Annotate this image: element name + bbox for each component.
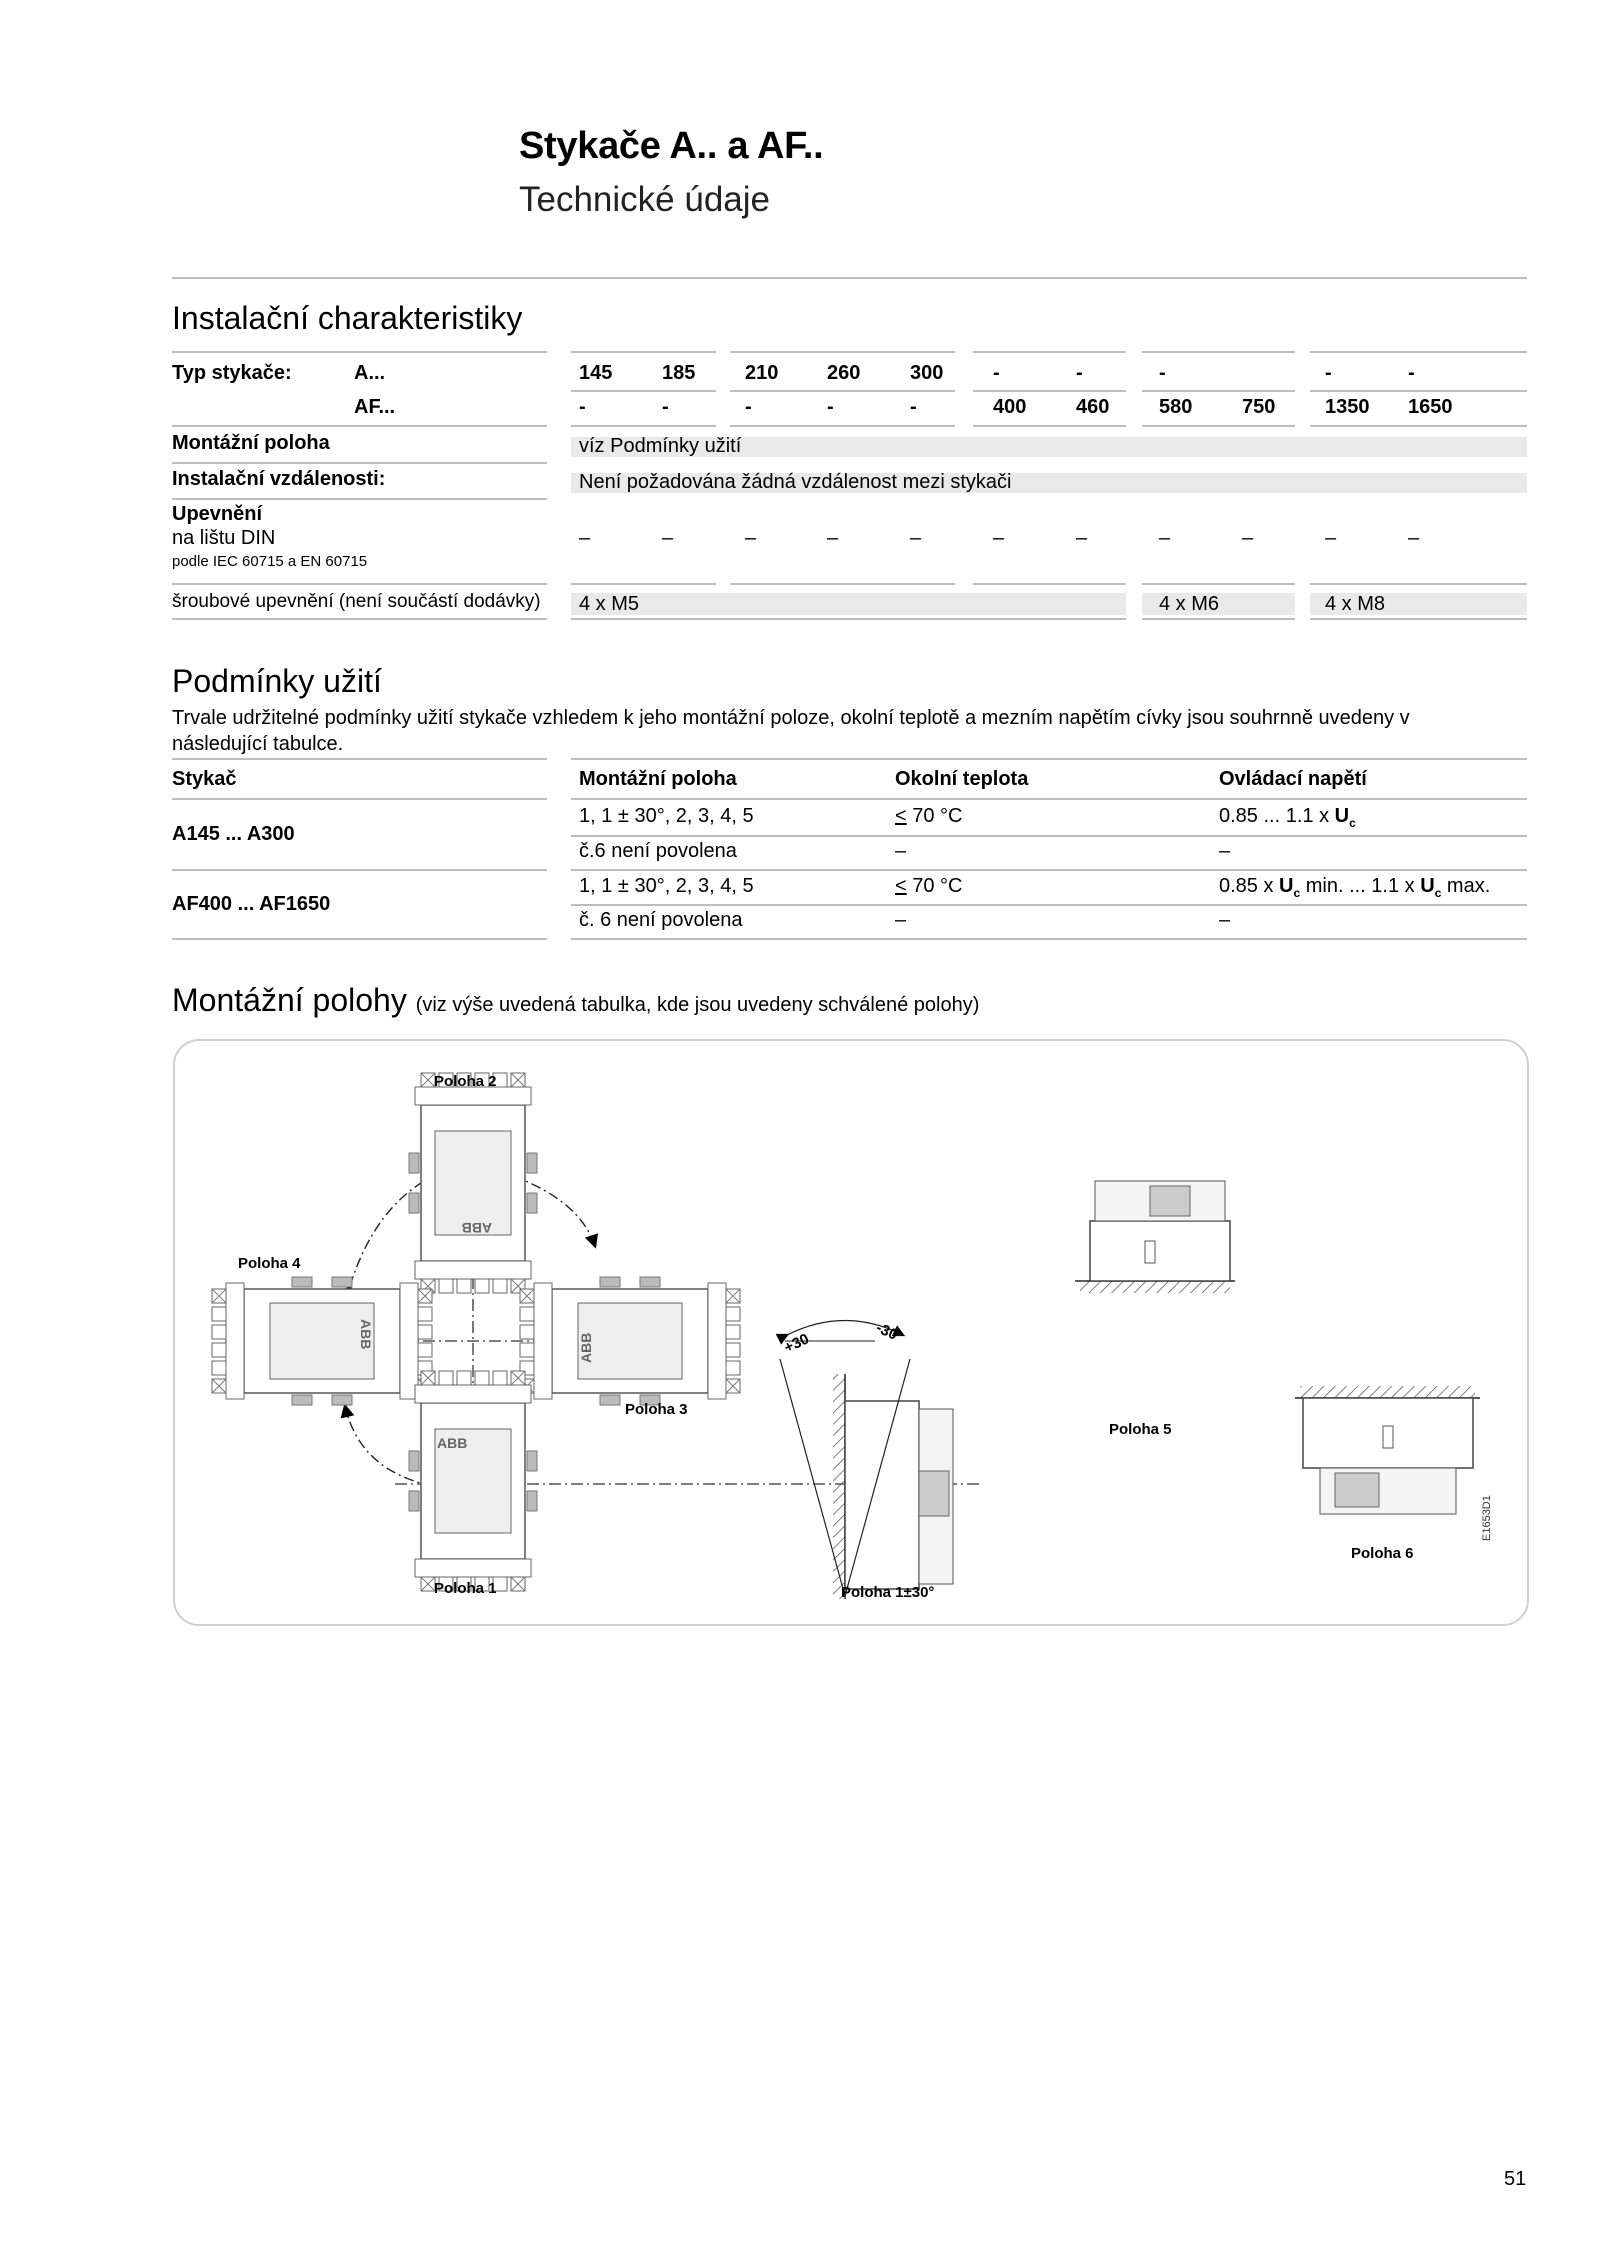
row-temperature <box>895 805 963 828</box>
af-value: 400 <box>993 396 1027 418</box>
positions-heading-note: (viz výše uvedená tabulka, kde jsou uvedeny schválené polohy) <box>415 994 980 1016</box>
rule <box>172 583 547 585</box>
mounting-positions-diagram <box>175 1041 1527 1624</box>
label-position-6: Poloha 6 <box>1351 1545 1414 1562</box>
row-voltage: – <box>1219 909 1231 931</box>
page-title: Stykače A.. a AF.. <box>519 125 824 167</box>
af-value: - <box>662 396 669 418</box>
rule <box>730 351 955 353</box>
a-value: 145 <box>579 362 613 384</box>
af-value: 1350 <box>1325 396 1370 418</box>
rule <box>1310 618 1527 620</box>
row-temperature: – <box>895 840 907 862</box>
brand-mark: ABB <box>437 1435 468 1451</box>
din-value: – <box>1076 527 1088 549</box>
conditions-heading: Podmínky užití <box>172 663 382 699</box>
screw-label: šroubové upevnění (není součástí dodávky) <box>172 591 541 612</box>
label-position-1-tilt: Poloha 1±30° <box>841 1584 935 1601</box>
rule <box>172 938 547 940</box>
label-position-1: Poloha 1 <box>434 1580 497 1597</box>
din-label: na lištu DIN <box>172 527 276 549</box>
temp-value: 70 °C <box>906 805 963 827</box>
rule <box>172 869 547 871</box>
rule <box>1310 390 1527 392</box>
a-value: 185 <box>662 362 696 384</box>
rule <box>172 618 547 620</box>
rule <box>1142 425 1295 427</box>
rule <box>571 798 1527 800</box>
row-temperature: – <box>895 909 907 931</box>
col-contactor: Stykač <box>172 768 237 790</box>
rule <box>1310 351 1527 353</box>
din-value: – <box>1325 527 1337 549</box>
rule <box>172 351 547 353</box>
page-number: 51 <box>1504 2168 1527 2190</box>
af-series-label: AF... <box>354 396 396 418</box>
contactor-position-4 <box>212 1277 432 1405</box>
label-position-2: Poloha 2 <box>434 1073 497 1090</box>
rule <box>730 583 955 585</box>
din-value: – <box>745 527 757 549</box>
col-position: Montážní poloha <box>579 768 737 790</box>
a-value: - <box>1325 362 1332 384</box>
rule <box>1310 425 1527 427</box>
af-value: - <box>910 396 917 418</box>
rule <box>571 758 1527 760</box>
din-value: – <box>662 527 674 549</box>
af-value: 1650 <box>1408 396 1453 418</box>
distance-label: Instalační vzdálenosti: <box>172 468 386 490</box>
install-heading: Instalační charakteristiky <box>172 300 523 336</box>
u-symbol: U <box>1279 875 1294 897</box>
u-subscript: c <box>1434 886 1442 900</box>
din-value: – <box>910 527 922 549</box>
conditions-paragraph <box>172 705 1552 757</box>
page-subtitle: Technické údaje <box>519 180 770 219</box>
rule <box>730 390 955 392</box>
rule <box>571 390 716 392</box>
a-value: - <box>993 362 1000 384</box>
rule <box>571 351 716 353</box>
paragraph-line: následující tabulce. <box>172 733 344 755</box>
af-value: - <box>827 396 834 418</box>
din-value: – <box>1242 527 1254 549</box>
rule <box>571 938 1527 940</box>
u-subscript: c <box>1293 886 1301 900</box>
screw-value: 4 x M6 <box>1159 593 1220 615</box>
voltage-text: max. <box>1441 875 1491 897</box>
positions-heading-text: Montážní polohy <box>172 982 407 1018</box>
a-series-label: A... <box>354 362 386 384</box>
rule <box>973 583 1126 585</box>
rule <box>1142 583 1295 585</box>
voltage-text: min. ... 1.1 x <box>1300 875 1421 897</box>
less-equal-symbol: < <box>895 875 907 897</box>
rule <box>1142 390 1295 392</box>
wall-hatch <box>833 1374 845 1599</box>
rule <box>172 798 547 800</box>
row-position: č. 6 není povolena <box>579 909 743 931</box>
rule <box>1142 618 1295 620</box>
temp-value: 70 °C <box>906 875 963 897</box>
rule <box>571 583 716 585</box>
af-value: 580 <box>1159 396 1193 418</box>
paragraph-line: Trvale udržitelné podmínky užití stykače vzhledem k jeho montážní poloze, okolní teplotě a mezním napětím cívky jsou souhrnně uvedeny v <box>172 707 1410 729</box>
rule <box>172 425 547 427</box>
mount-value: víz Podmínky užití <box>579 435 742 457</box>
af-value: 750 <box>1242 396 1276 418</box>
col-voltage: Ovládací napětí <box>1219 768 1367 790</box>
rule <box>571 904 1527 906</box>
row-position: 1, 1 ± 30°, 2, 3, 4, 5 <box>579 875 754 897</box>
contactor-position-3 <box>520 1277 740 1405</box>
a-value: - <box>1076 362 1083 384</box>
label-position-3: Poloha 3 <box>625 1401 688 1418</box>
row-temperature <box>895 875 963 898</box>
distance-value: Není požadována žádná vzdálenost mezi stykači <box>579 471 1012 493</box>
brand-mark: ABB <box>358 1319 374 1350</box>
a-value: 210 <box>745 362 779 384</box>
row-position: 1, 1 ± 30°, 2, 3, 4, 5 <box>579 805 754 827</box>
af-value: - <box>745 396 752 418</box>
mounting-positions-figure <box>173 1039 1529 1626</box>
label-position-5: Poloha 5 <box>1109 1421 1172 1438</box>
screw-value: 4 x M8 <box>1325 593 1386 615</box>
din-standard: podle IEC 60715 a EN 60715 <box>172 553 368 570</box>
row-voltage <box>1219 875 1490 900</box>
contactor-position-1 <box>409 1371 537 1591</box>
type-label: Typ stykače: <box>172 362 292 384</box>
rule <box>172 758 547 760</box>
rule <box>172 498 547 500</box>
row-contactor: AF400 ... AF1650 <box>172 893 331 915</box>
rule <box>172 462 547 464</box>
positions-heading <box>172 982 979 1019</box>
u-symbol: U <box>1334 805 1350 827</box>
a-value: - <box>1408 362 1415 384</box>
u-symbol: U <box>1420 875 1435 897</box>
minus-30-label: -30 <box>873 1319 901 1344</box>
row-position: č.6 není povolena <box>579 840 737 862</box>
less-equal-symbol: < <box>895 805 907 827</box>
header-divider <box>172 277 1527 279</box>
plus-30-label: +30 <box>781 1330 812 1357</box>
figure-code: E1653D1 <box>1481 1495 1493 1541</box>
af-value: 460 <box>1076 396 1110 418</box>
a-value: - <box>1159 362 1166 384</box>
u-subscript: c <box>1349 816 1356 830</box>
label-position-4: Poloha 4 <box>238 1255 301 1272</box>
contactor-position-5 <box>1075 1181 1235 1293</box>
a-value: 300 <box>910 362 944 384</box>
af-value: - <box>579 396 586 418</box>
mount-label: Montážní poloha <box>172 432 330 454</box>
din-value: – <box>993 527 1005 549</box>
voltage-text: 0.85 x <box>1219 875 1280 897</box>
rule <box>730 425 955 427</box>
rule <box>571 869 1527 871</box>
rule <box>1310 583 1527 585</box>
rule <box>1142 351 1295 353</box>
rule <box>973 425 1126 427</box>
brand-mark: ABB <box>578 1332 594 1363</box>
din-value: – <box>827 527 839 549</box>
voltage-text: 0.85 ... 1.1 x <box>1219 805 1335 827</box>
brand-mark: ABB <box>461 1220 492 1236</box>
rule <box>571 425 716 427</box>
din-value: – <box>1159 527 1171 549</box>
screw-shade <box>571 593 1126 615</box>
fix-label: Upevnění <box>172 503 263 525</box>
rule <box>973 351 1126 353</box>
screw-value: 4 x M5 <box>579 593 640 615</box>
din-value: – <box>1408 527 1420 549</box>
col-temperature: Okolní teplota <box>895 768 1029 790</box>
rule <box>571 835 1527 837</box>
rule <box>571 618 1126 620</box>
tilt-diagram <box>780 1321 953 1600</box>
contactor-position-2 <box>409 1073 537 1293</box>
row-contactor: A145 ... A300 <box>172 823 295 845</box>
row-voltage: – <box>1219 840 1231 862</box>
contactor-position-6 <box>1295 1386 1480 1514</box>
row-voltage <box>1219 805 1356 830</box>
rule <box>973 390 1126 392</box>
din-value: – <box>579 527 591 549</box>
a-value: 260 <box>827 362 861 384</box>
